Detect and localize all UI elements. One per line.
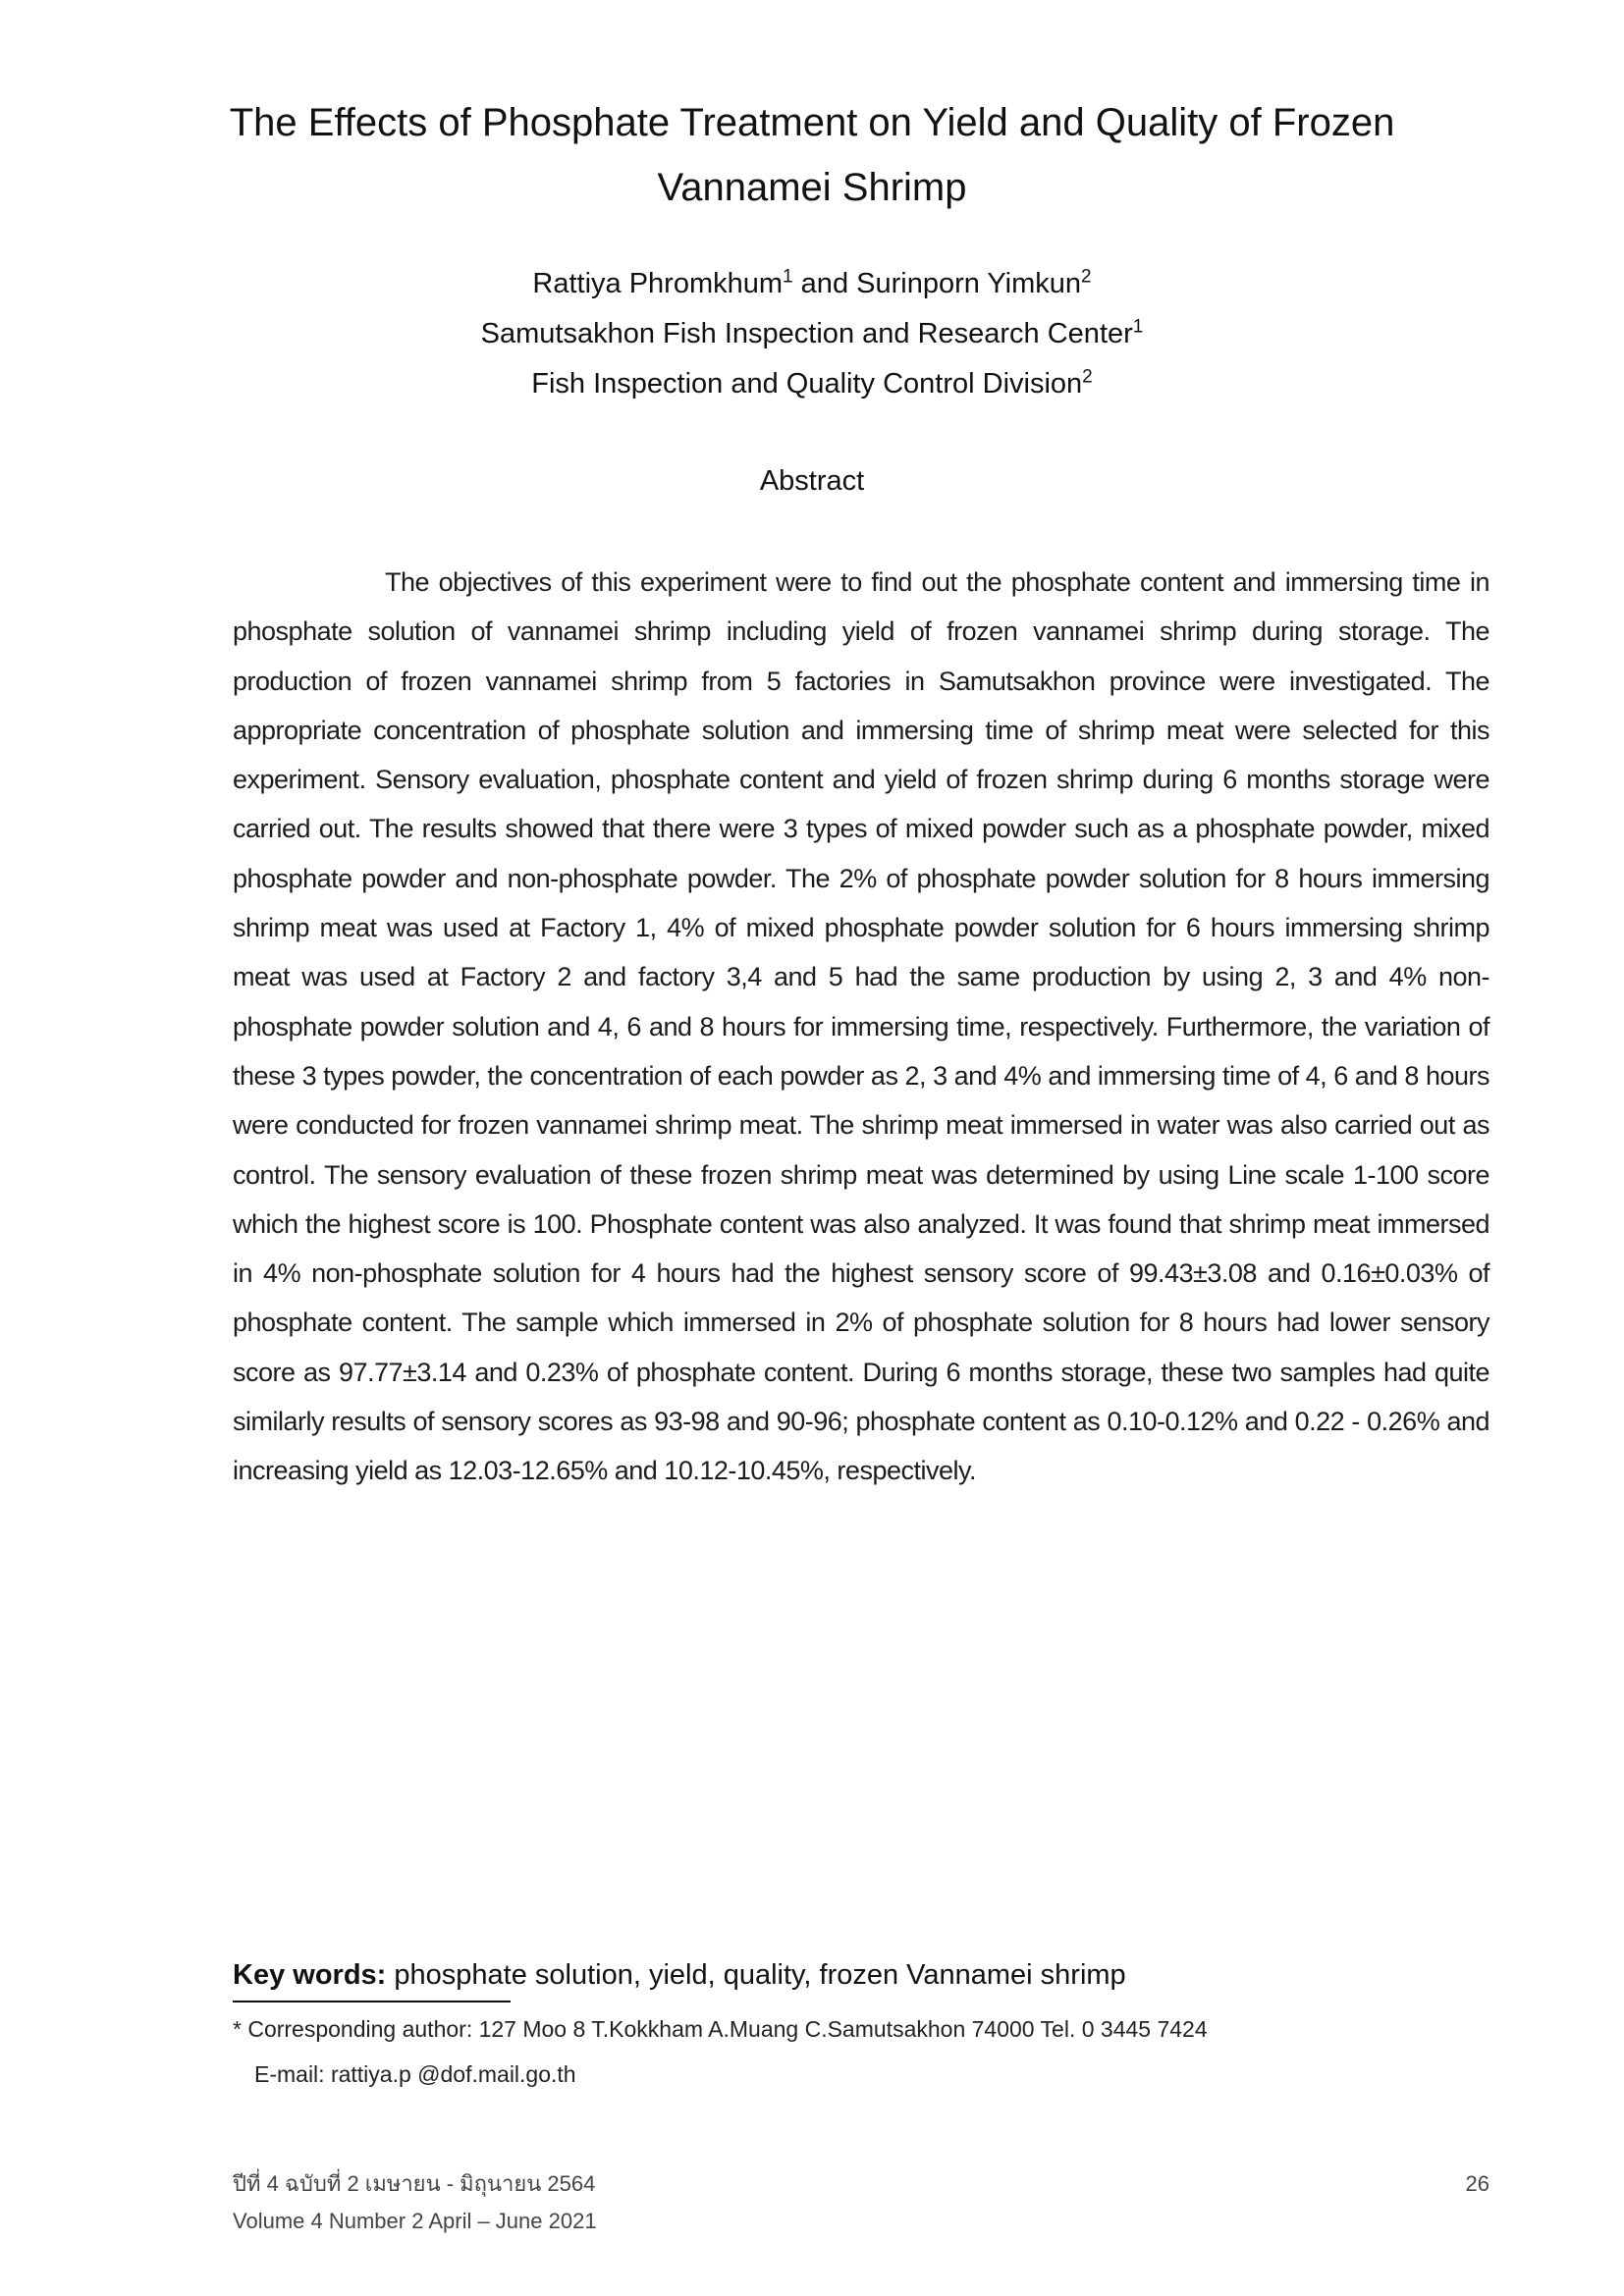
journal-footer [233,2165,597,2240]
affiliation-1-text: Samutsakhon Fish Inspection and Research Center [480,318,1133,349]
author2-name: Surinporn Yimkun [856,268,1082,299]
author-block [226,259,1398,409]
abstract-body: The objectives of this experiment were to find out the phosphate content and immersing time in phosphate solution of vannamei shrimp including yield of frozen vannamei shrimp during storage. The production of frozen vannamei shrimp from 5 factories in Samutsakhon province were investigated. The appropriate concentration of phosphate solution and immersing time of shrimp meat were selected for this experiment. Sensory evaluation, phosphate content and yield of frozen shrimp during 6 months storage were carried out. The results showed that there were 3 types of mixed powder such as a phosphate powder, mixed phosphate powder and non-phosphate powder. The 2% of phosphate powder solution for 8 hours immersing shrimp meat was used at Factory 1, 4% of mixed phosphate powder solution for 6 hours immersing shrimp meat was used at Factory 2 and factory 3,4 and 5 had the same production by using 2, 3 and 4% non-phosphate powder solution and 4, 6 and 8 hours for immersing time, respectively. Furthermore, the variation of these 3 types powder, the concentration of each powder as 2, 3 and 4% and immersing time of 4, 6 and 8 hours were conducted for frozen vannamei shrimp meat. The shrimp meat immersed in water was also carried out as control. The sensory evaluation of these frozen shrimp meat was determined by using Line scale 1-100 score which the highest score is 100. Phosphate content was also analyzed. It was found that shrimp meat immersed in 4% non-phosphate solution for 4 hours had the highest sensory score of 99.43±3.08 and 0.16±0.03% of phosphate content. The sample which immersed in 2% of phosphate solution for 8 hours had lower sensory score as 97.77±3.14 and 0.23% of phosphate content. During 6 months storage, these two samples had quite similarly results of sensory scores as 93-98 and 90-96; phosphate content as 0.10-0.12% and 0.22 - 0.26% and increasing yield as 12.03-12.65% and 10.12-10.45%, respectively. [233,567,1489,1486]
abstract-heading: Abstract [759,465,865,497]
affiliation-2 [226,359,1398,409]
paper-title-line2: Vannamei Shrimp [657,166,967,209]
keywords-label: Key words: [233,1959,387,1991]
footnote-email: E-mail: rattiya.p @dof.mail.go.th [254,2061,576,2087]
author2-affiliation-mark: 2 [1081,266,1092,288]
author-line [226,259,1398,309]
paper-title-line1: The Effects of Phosphate Treatment on Yield and Quality of Frozen [229,101,1395,144]
author1-name: Rattiya Phromkhum [532,268,784,299]
author-conjunction: and [792,268,857,299]
paper-title [226,90,1398,220]
page-number: 26 [1465,2171,1489,2196]
affiliation-1 [226,309,1398,359]
affiliation-2-text: Fish Inspection and Quality Control Division [531,368,1083,400]
keywords [233,1955,1126,1995]
footnote-address: * Corresponding author: 127 Moo 8 T.Kokkham A.Muang C.Samutsakhon 74000 Tel. 0 3445 7424 [233,2016,1208,2042]
footer-english-issue: Volume 4 Number 2 April – June 2021 [233,2209,597,2233]
author1-affiliation-mark: 1 [783,266,793,288]
affiliation-1-mark: 1 [1132,316,1144,338]
affiliation-2-mark: 2 [1082,366,1093,388]
corresponding-author-footnote [233,2006,1208,2097]
footnote-divider [233,2001,511,2002]
footer-thai-issue: ปีที่ 4 ฉบับที่ 2 เมษายน - มิถุนายน 2564 [233,2171,596,2196]
keywords-text: phosphate solution, yield, quality, frozen Vannamei shrimp [386,1959,1126,1991]
